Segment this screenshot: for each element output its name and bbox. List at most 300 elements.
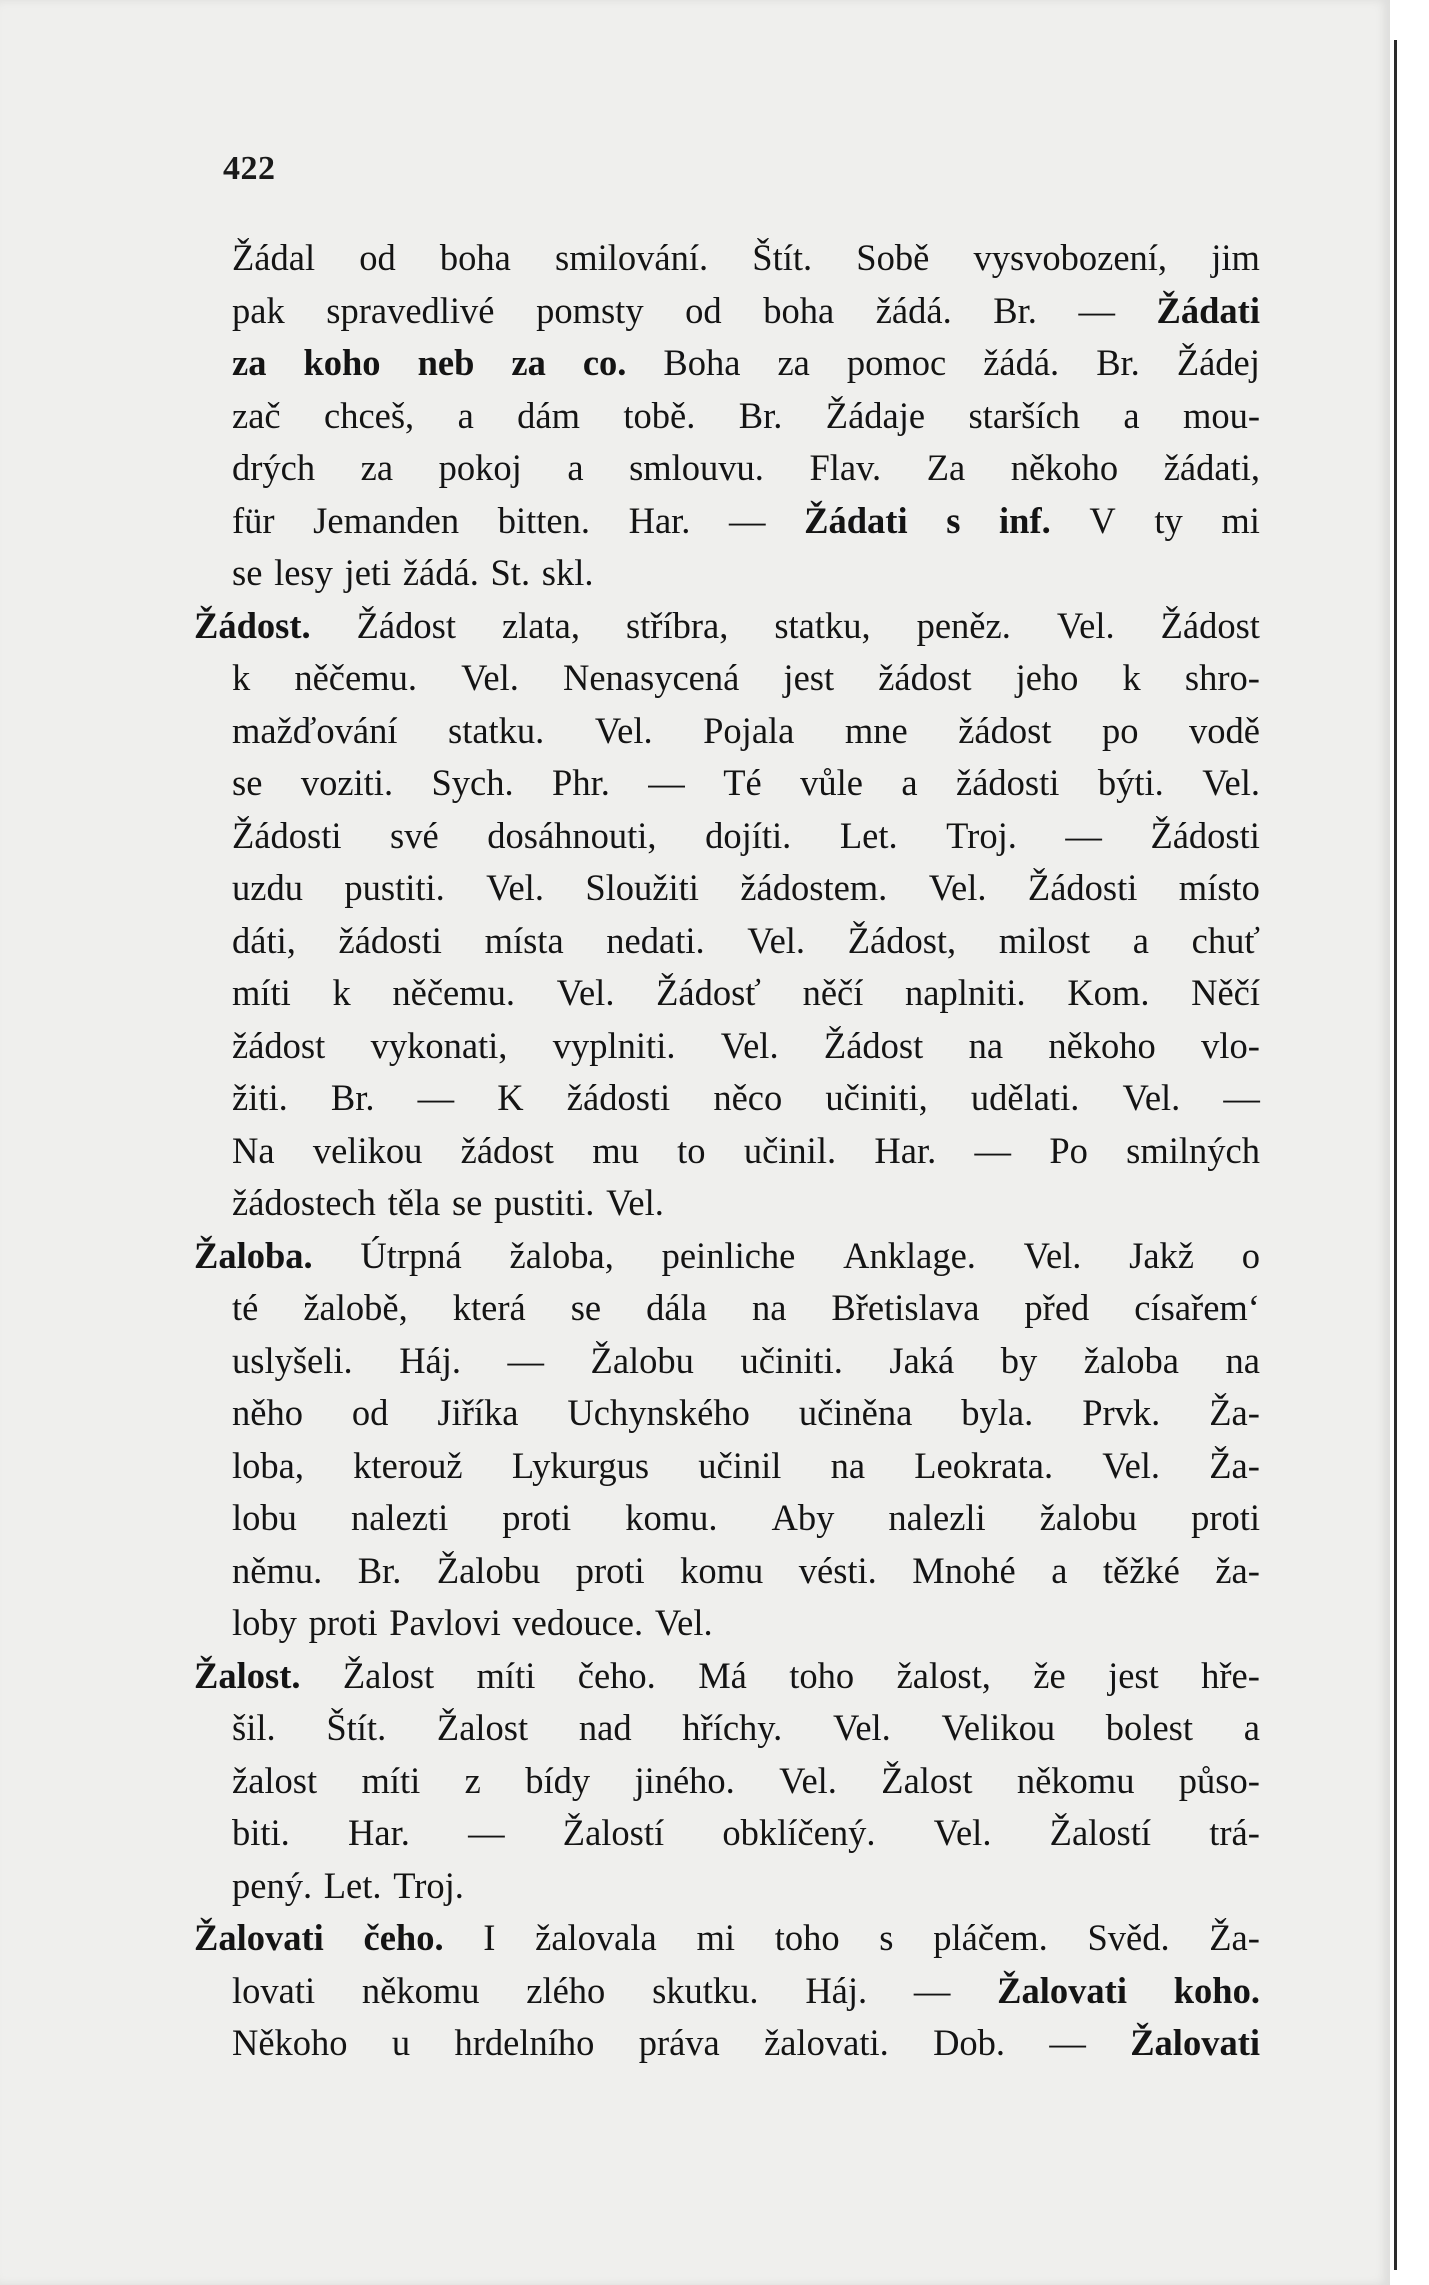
word: Žádosti xyxy=(232,814,342,856)
word: žádá. xyxy=(402,552,479,593)
word: chceš, xyxy=(324,394,415,436)
headword: co. xyxy=(582,342,627,383)
word: statku. xyxy=(448,709,545,751)
word: pustiti. xyxy=(344,867,445,908)
word: hříchy. xyxy=(682,1707,783,1748)
word: skl. xyxy=(541,552,594,593)
word: nalezli xyxy=(888,1497,986,1538)
word: Har. xyxy=(628,499,691,541)
headword: Žádost. xyxy=(194,604,311,646)
headword: s xyxy=(946,499,961,541)
word: Flav. xyxy=(809,447,882,488)
word: — xyxy=(1049,2022,1086,2063)
word: Vel. xyxy=(779,1759,837,1801)
headword: koho. xyxy=(1173,1969,1260,2011)
word: komu. xyxy=(625,1497,718,1538)
word: míti xyxy=(232,972,291,1013)
word: Má xyxy=(698,1654,747,1696)
word: — xyxy=(1223,1077,1260,1118)
word: bídy xyxy=(525,1759,591,1801)
entry-line xyxy=(194,1230,1260,1283)
word: Háj. xyxy=(805,1969,868,2011)
headword: Žalovati xyxy=(997,1969,1127,2011)
word: — xyxy=(1078,289,1115,331)
word: proti xyxy=(502,1497,572,1538)
word: Troj. xyxy=(393,1864,464,1906)
word: Žádost xyxy=(356,604,456,646)
word: Velikou xyxy=(941,1707,1056,1748)
word: drých xyxy=(232,447,316,488)
word: Vel. xyxy=(556,972,615,1013)
word: naplniti. xyxy=(905,972,1026,1013)
word: Vel. xyxy=(1056,604,1115,646)
word: smlouvu. xyxy=(629,447,764,488)
word: jeti xyxy=(344,552,392,593)
word: Svěd. xyxy=(1087,1917,1170,1958)
entry-line xyxy=(194,1912,1260,1965)
word: Sych. xyxy=(431,762,514,803)
word: žádosti xyxy=(566,1077,671,1118)
word: jim xyxy=(1211,237,1260,278)
word: Žádal xyxy=(232,237,316,278)
word: žalobě, xyxy=(303,1287,408,1328)
word: Žádost xyxy=(823,1024,924,1066)
word: Žádost, xyxy=(847,919,957,961)
headword: Žádati xyxy=(1156,289,1260,331)
word: žaloba, xyxy=(509,1234,614,1276)
word: a xyxy=(1132,919,1149,961)
word: skutku. xyxy=(652,1969,759,2011)
word: komu xyxy=(680,1549,764,1591)
word: smilování. xyxy=(555,237,709,278)
word: dojíti. xyxy=(705,814,792,856)
word: žádosti xyxy=(338,919,442,961)
word: — xyxy=(913,1969,951,2011)
word: Sloužiti xyxy=(585,867,699,908)
word: se xyxy=(232,762,263,803)
text-line xyxy=(232,810,1260,863)
word: boha xyxy=(763,289,835,331)
word: jeho xyxy=(1015,657,1079,698)
word: nad xyxy=(578,1707,632,1748)
word: Žalost xyxy=(881,1759,973,1801)
word: Žalobu xyxy=(590,1339,694,1381)
word: chuť xyxy=(1191,919,1260,961)
text-line xyxy=(232,705,1260,758)
word: Vel. xyxy=(461,657,519,698)
word: na xyxy=(751,1287,787,1328)
word: jest xyxy=(1108,1654,1159,1696)
word: Vel. xyxy=(606,1182,664,1223)
word: Na xyxy=(232,1129,275,1171)
word: peněz. xyxy=(916,604,1011,646)
word: že xyxy=(1033,1654,1066,1696)
word: vykonati, xyxy=(370,1024,508,1066)
word: lesy xyxy=(274,552,333,593)
word: něho xyxy=(232,1392,303,1433)
word: Br. xyxy=(330,1077,375,1118)
text-line xyxy=(232,1125,1260,1178)
word: jest xyxy=(783,657,835,698)
word: Vel. xyxy=(1023,1234,1082,1276)
word: zač xyxy=(232,394,281,436)
text-line xyxy=(232,547,1260,600)
word: zlata, xyxy=(501,604,580,646)
word: dáti, xyxy=(232,919,296,961)
word: Žádej xyxy=(1176,342,1260,383)
word: za xyxy=(777,342,810,383)
word: někoho xyxy=(1048,1024,1156,1066)
word: před xyxy=(1024,1287,1090,1328)
word: po xyxy=(1102,709,1139,751)
word: od xyxy=(359,237,396,278)
headword: Žalovati xyxy=(1130,2022,1260,2063)
word: Br. xyxy=(993,289,1037,331)
word: s xyxy=(879,1917,894,1958)
word: vlo- xyxy=(1201,1024,1260,1066)
word: vysvobození, xyxy=(973,237,1168,278)
text-line xyxy=(232,1072,1260,1125)
word: býti. xyxy=(1097,762,1164,803)
word: učiniti, xyxy=(825,1077,928,1118)
word: od xyxy=(685,289,722,331)
word: Štít. xyxy=(326,1707,387,1748)
word: peinliche xyxy=(661,1234,796,1276)
word: Har. xyxy=(874,1129,937,1171)
word: Pojala xyxy=(703,709,795,751)
headword: Žádati xyxy=(804,499,908,541)
word: a xyxy=(1243,1707,1260,1748)
word: někoho xyxy=(1010,447,1119,488)
word: I xyxy=(483,1917,496,1958)
headword: Žalost. xyxy=(194,1654,301,1696)
word: proti xyxy=(575,1549,645,1591)
word: žalost xyxy=(232,1759,318,1801)
word: V xyxy=(1089,499,1116,541)
word: bitten. xyxy=(497,499,590,541)
word: hře- xyxy=(1201,1654,1260,1696)
word: žalost, xyxy=(896,1654,991,1696)
word: vésti. xyxy=(798,1549,877,1591)
word: Vel. xyxy=(654,1602,713,1643)
word: lobu xyxy=(232,1497,297,1538)
word: Prvk. xyxy=(1082,1392,1161,1433)
word: učiniti. xyxy=(740,1339,843,1381)
word: shro- xyxy=(1184,657,1260,698)
word: Br. xyxy=(738,394,783,436)
word: té xyxy=(232,1287,259,1328)
word: na xyxy=(968,1024,1004,1066)
text-line xyxy=(232,495,1260,548)
word: Štít. xyxy=(752,237,813,278)
word: starších xyxy=(968,394,1080,436)
word: Ža- xyxy=(1209,1917,1260,1958)
word: mi xyxy=(1221,499,1260,541)
word: ža- xyxy=(1215,1549,1260,1591)
word: učinil xyxy=(698,1444,782,1486)
word: někomu xyxy=(1016,1759,1135,1801)
word: něčí xyxy=(802,972,864,1013)
word: toho xyxy=(774,1917,840,1958)
word: Br. xyxy=(357,1549,402,1591)
word: udělati. xyxy=(970,1077,1080,1118)
word: Po xyxy=(1049,1129,1088,1171)
word: Kom. xyxy=(1067,972,1150,1013)
word: žiti. xyxy=(232,1077,288,1118)
word: Vel. xyxy=(486,867,544,908)
word: a xyxy=(901,762,918,803)
word: to xyxy=(677,1129,706,1171)
word: kterouž xyxy=(353,1444,463,1486)
word: uslyšeli. xyxy=(232,1339,353,1381)
word: Jakž xyxy=(1129,1234,1195,1276)
word: na xyxy=(830,1444,866,1486)
word: pokoj xyxy=(438,447,522,488)
text-line xyxy=(232,915,1260,968)
text-line xyxy=(232,442,1260,495)
word: proti xyxy=(308,1602,378,1643)
word: Žalobu xyxy=(436,1549,541,1591)
entry-line xyxy=(194,600,1260,653)
word: — xyxy=(468,1812,505,1853)
text-line xyxy=(232,1335,1260,1388)
word: a xyxy=(1123,394,1140,436)
word: proti xyxy=(1191,1497,1260,1538)
word: Žádost xyxy=(1160,604,1260,646)
headword: neb xyxy=(417,342,475,383)
word: své xyxy=(390,814,439,856)
word: mi xyxy=(696,1917,735,1958)
word: žádostech xyxy=(232,1182,376,1223)
headword: za xyxy=(232,342,267,383)
word: Žádaje xyxy=(825,394,926,436)
word: někomu xyxy=(361,1969,480,2011)
word: císařem‘ xyxy=(1134,1287,1260,1328)
word: Žalostí xyxy=(562,1812,665,1853)
text-line xyxy=(232,1177,1260,1230)
text-line xyxy=(232,232,1260,285)
text-line xyxy=(232,1282,1260,1335)
word: z xyxy=(464,1759,481,1801)
word: Vel. xyxy=(933,1812,992,1853)
word: mu xyxy=(592,1129,639,1171)
word: hrdelního xyxy=(454,2022,595,2063)
word: dám xyxy=(517,394,581,436)
word: pomoc xyxy=(846,342,947,383)
word: Něčí xyxy=(1191,972,1260,1013)
word: Leokrata. xyxy=(914,1444,1054,1486)
word: Mnohé xyxy=(912,1549,1016,1591)
word: Anklage. xyxy=(843,1234,976,1276)
word: Někoho xyxy=(232,2022,348,2063)
word: Lykurgus xyxy=(511,1444,650,1486)
word: půso- xyxy=(1178,1759,1260,1801)
word: Let. xyxy=(323,1864,382,1906)
word: Háj. xyxy=(399,1339,462,1381)
word: k xyxy=(1122,657,1141,698)
word: něčemu. xyxy=(392,972,516,1013)
word: dosáhnouti, xyxy=(487,814,657,856)
word: mažďování xyxy=(232,709,398,751)
word: těla xyxy=(387,1182,441,1223)
word: zlého xyxy=(526,1969,606,2011)
word: Žalost xyxy=(436,1707,529,1748)
word: místo xyxy=(1178,867,1260,908)
text-line xyxy=(232,1755,1260,1808)
word: ty xyxy=(1154,499,1183,541)
word: Žádosti xyxy=(1150,814,1260,856)
text-line xyxy=(232,1492,1260,1545)
page-number: 422 xyxy=(223,150,276,187)
word: Vel. xyxy=(1202,762,1260,803)
word: místa xyxy=(484,919,564,961)
text-line xyxy=(232,1965,1260,2018)
word: voziti. xyxy=(300,762,394,803)
word: Vel. xyxy=(1102,1444,1161,1486)
word: — xyxy=(648,762,685,803)
text-line xyxy=(232,862,1260,915)
word: Za xyxy=(926,447,966,488)
word: Phr. xyxy=(552,762,610,803)
word: boha xyxy=(439,237,511,278)
word: žádati, xyxy=(1163,447,1260,488)
word: žádostem. xyxy=(740,867,888,908)
word: se xyxy=(232,552,263,593)
text-line xyxy=(232,390,1260,443)
text-line xyxy=(232,285,1260,338)
text-line xyxy=(232,652,1260,705)
word: obklíčený. xyxy=(722,1812,876,1853)
text-line xyxy=(232,1387,1260,1440)
word: žádá. xyxy=(875,289,952,331)
word: vyplniti. xyxy=(552,1024,676,1066)
word: Troj. xyxy=(946,814,1017,856)
word: Ža- xyxy=(1209,1392,1260,1433)
word: o xyxy=(1241,1234,1260,1276)
word: Dob. xyxy=(933,2022,1006,2063)
word: u xyxy=(391,2022,411,2063)
word: těžké xyxy=(1102,1549,1180,1591)
word: pený. xyxy=(232,1864,313,1906)
word: Útrpná xyxy=(360,1234,462,1276)
word: — xyxy=(729,499,766,541)
word: Uchynského xyxy=(567,1392,750,1433)
word: čeho. xyxy=(577,1654,656,1696)
word: nedati. xyxy=(606,919,705,961)
word: a xyxy=(567,447,584,488)
word: — xyxy=(507,1339,545,1381)
word: spravedlivé xyxy=(326,289,495,331)
word: Har. xyxy=(348,1812,410,1853)
word: k xyxy=(232,657,251,698)
word: žádost xyxy=(232,1024,326,1066)
word: trá- xyxy=(1209,1812,1260,1853)
word: žádá. xyxy=(983,342,1060,383)
word: K xyxy=(497,1077,524,1118)
text-line xyxy=(232,337,1260,390)
word: Vel. xyxy=(928,867,987,908)
word: by xyxy=(1000,1339,1038,1381)
word: smilných xyxy=(1126,1129,1260,1171)
word: a xyxy=(1051,1549,1068,1591)
word: jiného. xyxy=(634,1759,735,1801)
word: míti xyxy=(476,1654,536,1696)
word: Vel. xyxy=(720,1024,779,1066)
word: toho xyxy=(789,1654,855,1696)
text-line xyxy=(232,1807,1260,1860)
word: práva xyxy=(638,2022,720,2063)
word: se xyxy=(570,1287,602,1328)
word: žádost xyxy=(460,1129,554,1171)
word: vodě xyxy=(1189,709,1260,751)
word: učinil. xyxy=(743,1129,837,1171)
word: Žádosť xyxy=(656,972,761,1013)
headword: Žalovati xyxy=(194,1917,324,1958)
word: dála xyxy=(646,1287,707,1328)
word: míti xyxy=(361,1759,421,1801)
word: žalovati. xyxy=(764,2022,889,2063)
word: für xyxy=(232,499,275,541)
word: stříbra, xyxy=(625,604,729,646)
word: Nenasycená xyxy=(562,657,740,698)
word: Let. xyxy=(839,814,898,856)
text-line xyxy=(232,2017,1260,2070)
entry-line xyxy=(194,1650,1260,1703)
word: Sobě xyxy=(856,237,930,278)
word: Břetislava xyxy=(831,1287,980,1328)
word: pomsty xyxy=(536,289,644,331)
word: loby xyxy=(232,1602,297,1643)
word: biti. xyxy=(232,1812,290,1853)
word: k xyxy=(332,972,351,1013)
text-line xyxy=(232,1860,1260,1913)
text-line xyxy=(232,1020,1260,1073)
headword: Žaloba. xyxy=(194,1234,313,1276)
word: uzdu xyxy=(232,867,303,908)
word: která xyxy=(452,1287,526,1328)
word: lovati xyxy=(232,1969,316,2011)
word: žalovala xyxy=(535,1917,657,1958)
text-line xyxy=(232,967,1260,1020)
text-line xyxy=(232,1702,1260,1755)
word: tobě. xyxy=(623,394,696,436)
word: vedouce. xyxy=(512,1602,644,1643)
word: Vel. xyxy=(747,919,806,961)
word: Žádosti xyxy=(1027,867,1138,908)
word: žaloba xyxy=(1083,1339,1179,1381)
word: Jemanden xyxy=(313,499,460,541)
word: Žalost xyxy=(342,1654,435,1696)
headword: koho xyxy=(303,342,381,383)
word: — xyxy=(974,1129,1012,1171)
word: žalobu xyxy=(1039,1497,1138,1538)
word: pláčem. xyxy=(933,1917,1048,1958)
word: byla. xyxy=(961,1392,1034,1433)
word: něčemu. xyxy=(294,657,417,698)
word: — xyxy=(417,1077,455,1118)
word: Vel. xyxy=(594,709,653,751)
word: Žalostí xyxy=(1049,1812,1152,1853)
word: statku, xyxy=(774,604,871,646)
word: loba, xyxy=(232,1444,304,1486)
word: vůle xyxy=(800,762,863,803)
word: Br. xyxy=(1096,342,1140,383)
word: Ža- xyxy=(1209,1444,1260,1486)
headword: čeho. xyxy=(363,1917,444,1958)
word: mne xyxy=(844,709,908,751)
word: něco xyxy=(713,1077,783,1118)
word: žádost xyxy=(958,709,1052,751)
